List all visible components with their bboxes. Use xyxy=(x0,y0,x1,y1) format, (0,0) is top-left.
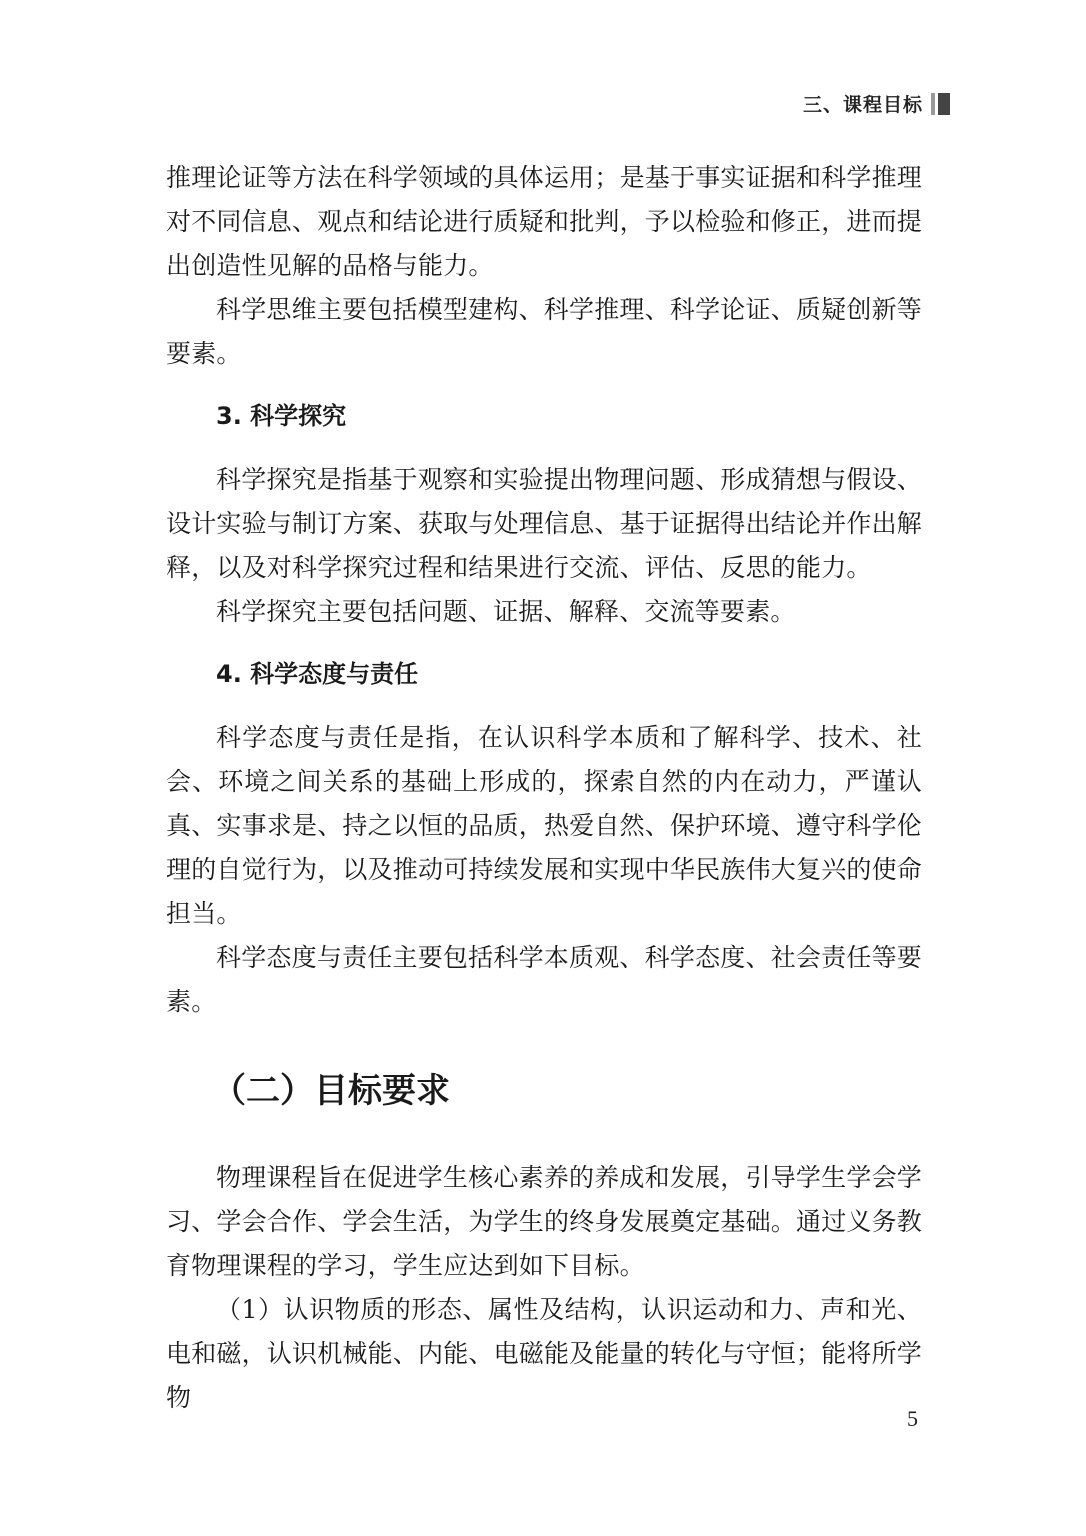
page-number: 5 xyxy=(907,1406,918,1431)
section-title: 三、课程目标 xyxy=(802,94,923,116)
paragraph: 科学探究是指基于观察和实验提出物理问题、形成猜想与假设、设计实验与制订方案、获取与处理信息、基于证据得出结论并作出解释，以及对科学探究过程和结果进行交流、评估、反思的能力。 xyxy=(166,465,923,582)
paragraph-continuation: 推理论证等方法在科学领域的具体运用；是基于事实证据和科学推理对不同信息、观点和结论进行质疑和批判，予以检验和修正，进而提出创造性见解的品格与能力。 xyxy=(166,163,923,280)
section-heading-goal-requirements: （二）目标要求 xyxy=(212,1071,450,1111)
paragraph: （1）认识物质的形态、属性及结构，认识运动和力、声和光、电和磁，认识机械能、内能、电磁能及能量的转化与守恒；能将所学物 xyxy=(166,1295,923,1412)
paragraph: 科学探究主要包括问题、证据、解释、交流等要素。 xyxy=(216,597,796,626)
page-content xyxy=(166,156,922,1420)
paragraph: 科学态度与责任是指，在认识科学本质和了解科学、技术、社会、环境之间关系的基础上形成的，探索自然的内在动力，严谨认真、实事求是、持之以恒的品质，热爱自然、保护环境、遵守科学伦理的自觉行为，以及推动可持续发展和实现中华民族伟大复兴的使命担当。 xyxy=(166,723,923,928)
paragraph: 科学态度与责任主要包括科学本质观、科学态度、社会责任等要素。 xyxy=(166,943,922,1016)
header-bars-decoration xyxy=(931,93,950,115)
subheading-science-inquiry: 3. 科学探究 xyxy=(216,402,347,430)
paragraph: 科学思维主要包括模型建构、科学推理、科学论证、质疑创新等要素。 xyxy=(166,295,922,368)
subheading-science-attitude: 4. 科学态度与责任 xyxy=(216,660,419,688)
paragraph: 物理课程旨在促进学生核心素养的养成和发展，引导学生学会学习、学会合作、学会生活，为学生的终身发展奠定基础。通过义务教育物理课程的学习，学生应达到如下目标。 xyxy=(166,1163,923,1280)
running-header xyxy=(803,90,950,117)
